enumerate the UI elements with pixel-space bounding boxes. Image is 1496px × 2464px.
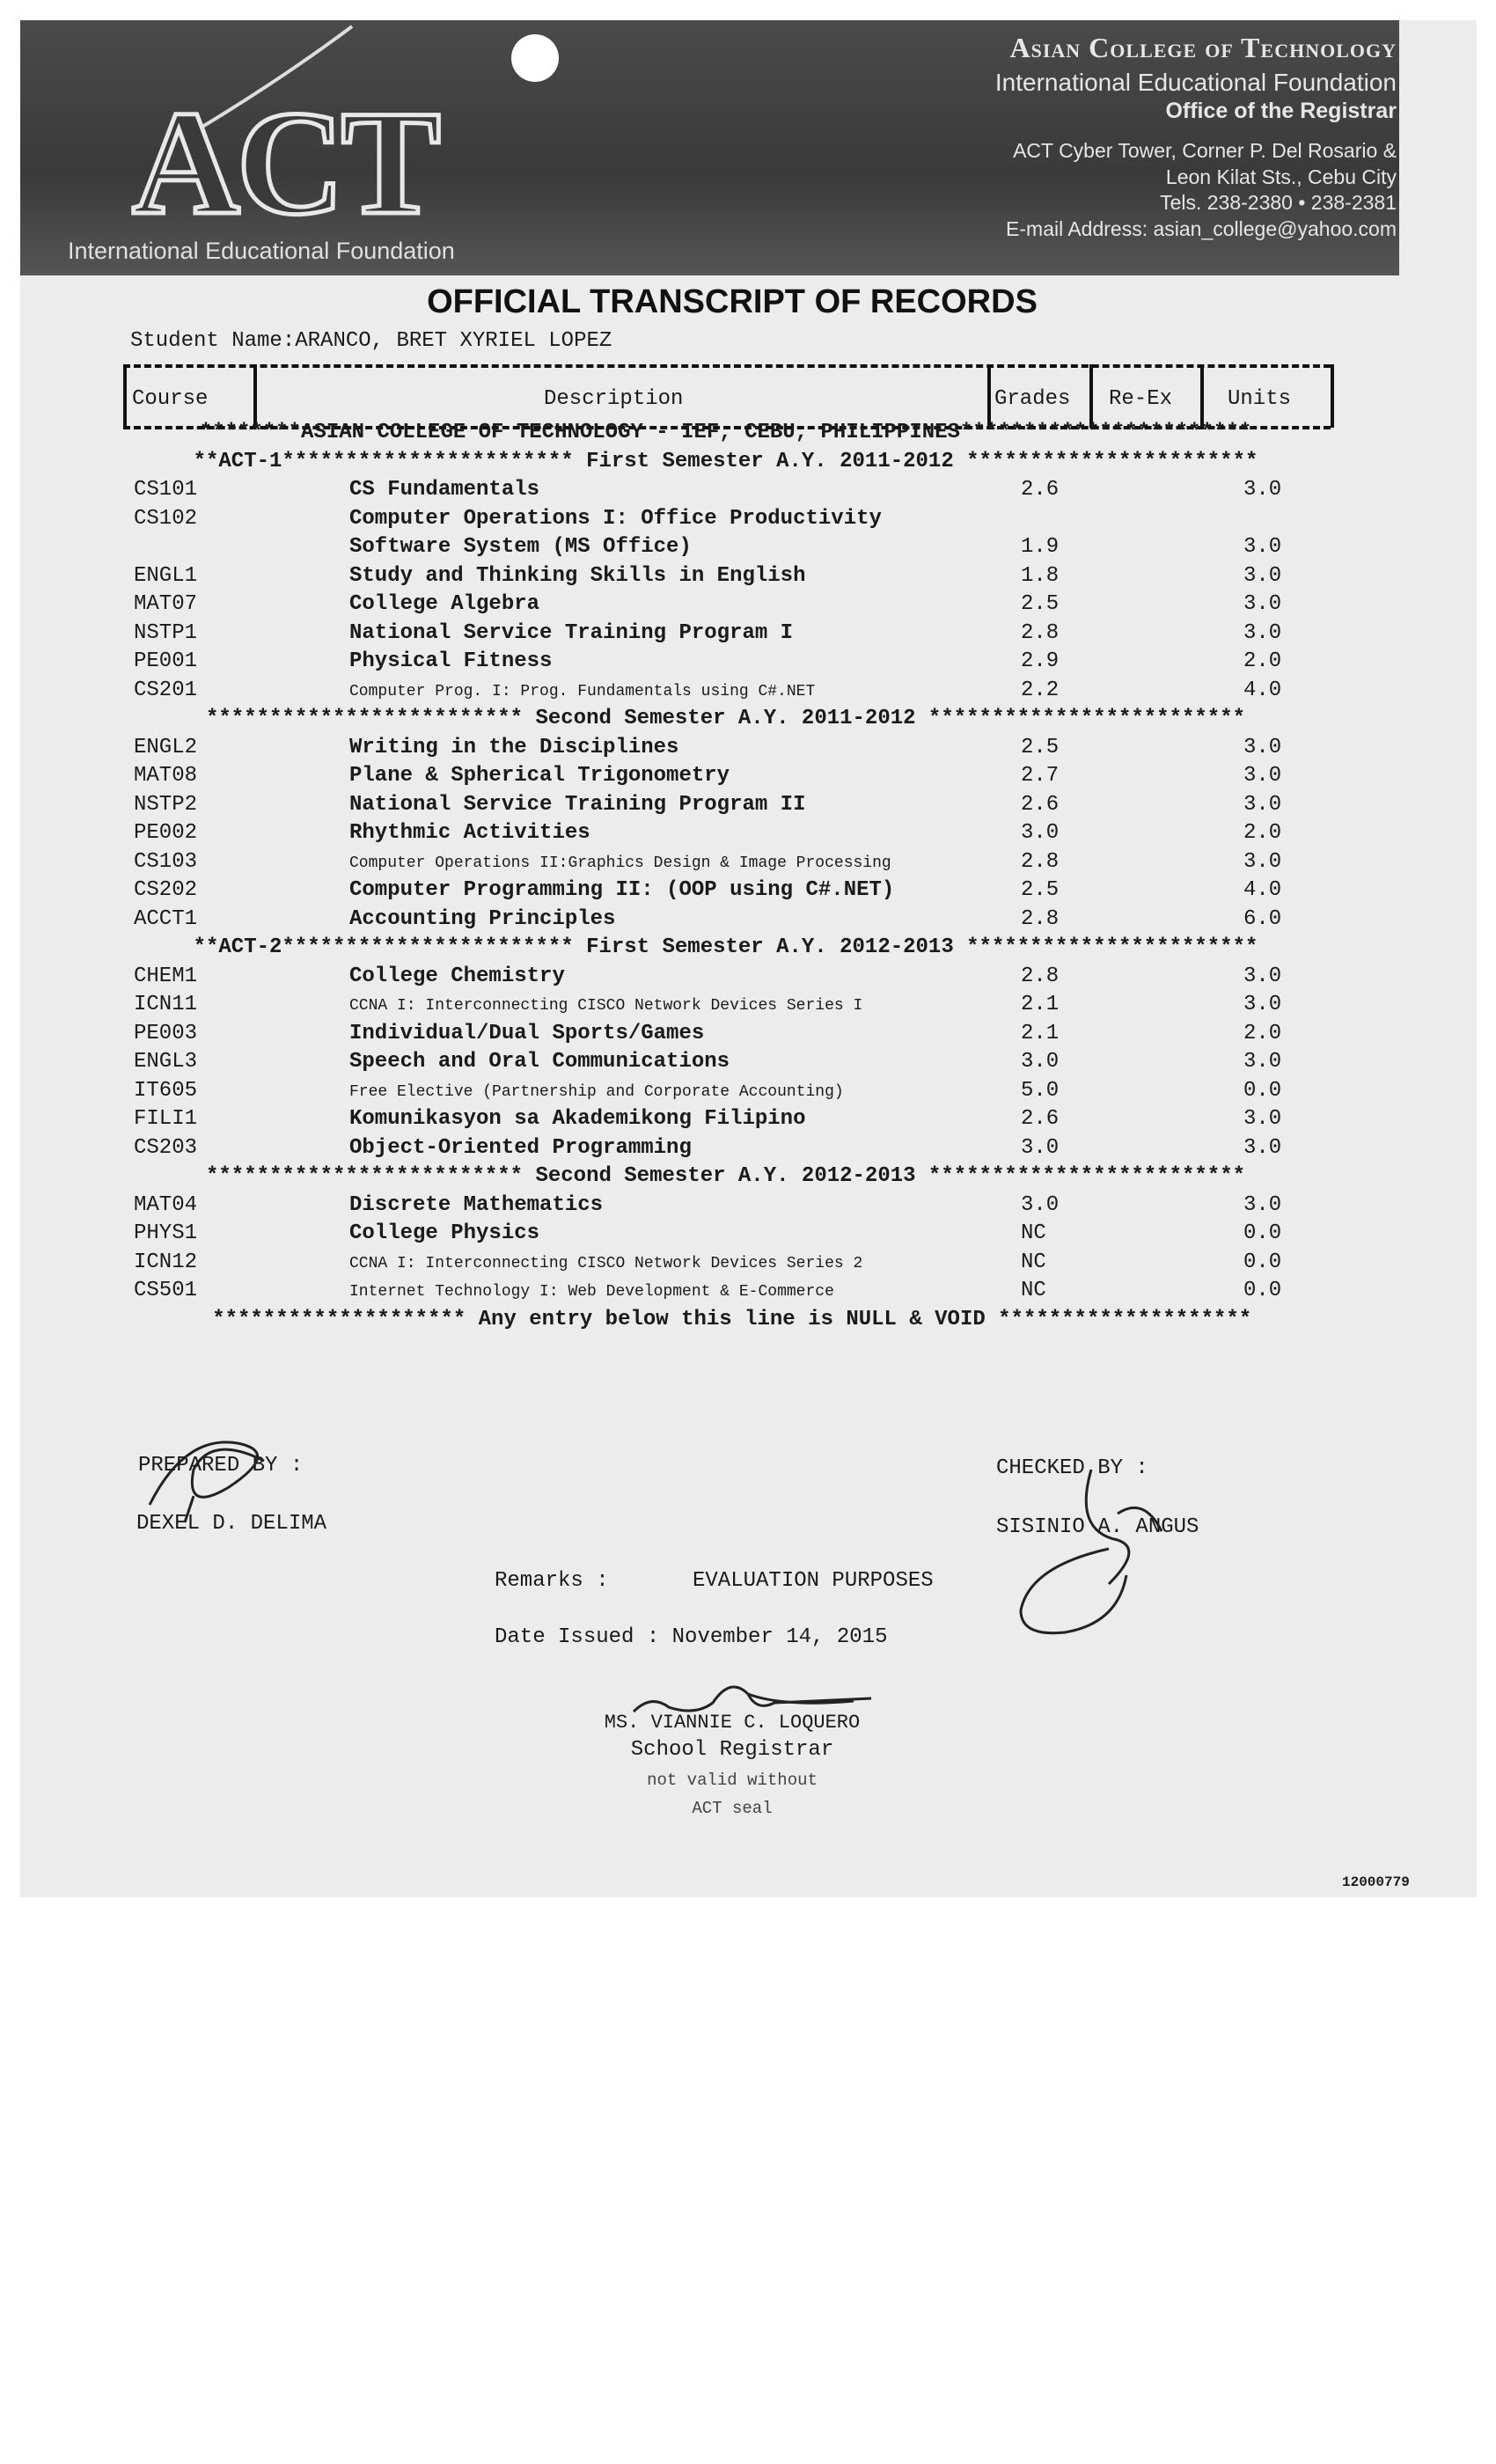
section-banner — [0, 935, 1496, 964]
units: 3.0 — [1243, 1192, 1282, 1217]
date-issued: Date Issued : November 14, 2015 — [495, 1625, 888, 1649]
table-row — [0, 1136, 1496, 1165]
grade: 2.8 — [1021, 849, 1060, 874]
course-code: FILI1 — [134, 1107, 198, 1131]
office-name: Office of the Registrar — [1165, 99, 1397, 123]
course-description-continued: Software System (MS Office) — [349, 535, 692, 559]
email-address: E-mail Address: asian_college@yahoo.com — [1006, 217, 1397, 240]
units: 4.0 — [1243, 678, 1282, 702]
course-code: ACCT1 — [134, 906, 198, 931]
table-row — [0, 878, 1496, 907]
table-row — [0, 1250, 1496, 1280]
banner-text: ************************* Second Semester A.Y. 2012-2013 ************************* — [206, 1164, 1245, 1188]
course-code: PE001 — [134, 649, 198, 673]
banner-text: **ACT-2*********************** First Semester A.Y. 2012-2013 *********************** — [193, 935, 1258, 959]
grade: 2.9 — [1021, 649, 1060, 673]
units: 4.0 — [1243, 878, 1282, 902]
grade: 1.8 — [1021, 563, 1060, 588]
grade: 2.6 — [1021, 1107, 1060, 1131]
banner-text: ********ASIAN COLLEGE OF TECHNOLOGY - IEF, CEBU, PHILIPPINES*********************** — [199, 421, 1252, 444]
table-row — [0, 1079, 1496, 1108]
units: 3.0 — [1243, 964, 1282, 988]
table-row — [0, 1279, 1496, 1308]
grade: 2.8 — [1021, 906, 1060, 931]
grade: 2.8 — [1021, 620, 1060, 645]
table-row — [0, 649, 1496, 678]
banner-text: ******************** Any entry below this line is NULL & VOID ******************** — [199, 1307, 1252, 1331]
units: 3.0 — [1243, 1107, 1282, 1131]
prepared-by-label: PREPARED BY : — [138, 1454, 304, 1478]
foundation-name: International Educational Foundation — [994, 69, 1397, 96]
column-grades: Grades — [994, 387, 1071, 411]
grade: 3.0 — [1021, 1135, 1060, 1160]
units: 3.0 — [1243, 563, 1282, 588]
table-row — [0, 1193, 1496, 1222]
punch-hole — [511, 34, 559, 82]
table-row — [0, 564, 1496, 593]
banner-text: **ACT-1*********************** First Semester A.Y. 2011-2012 *********************** — [193, 449, 1258, 473]
prepared-signature — [132, 1417, 308, 1531]
logo-subtitle: International Educational Foundation — [68, 238, 455, 264]
units: 3.0 — [1243, 592, 1282, 616]
grade: 2.8 — [1021, 964, 1060, 988]
registrar-name: MS. VIANNIE C. LOQUERO — [604, 1712, 861, 1734]
course-code: CS202 — [134, 878, 198, 902]
column-divider — [987, 364, 991, 428]
units: 6.0 — [1243, 906, 1282, 931]
course-description: Accounting Principles — [349, 906, 616, 931]
grade: 2.2 — [1021, 678, 1060, 702]
remarks-label: Remarks : — [495, 1569, 609, 1593]
course-description: CCNA I: Interconnecting CISCO Network Devices Series 2 — [349, 1254, 863, 1272]
table-row — [0, 1050, 1496, 1079]
units: 3.0 — [1243, 735, 1282, 759]
table-row-continuation — [0, 535, 1496, 564]
institution-name: Asian College of Technology — [1009, 32, 1397, 63]
grade: 2.6 — [1021, 792, 1060, 817]
course-description: Physical Fitness — [349, 649, 553, 673]
section-banner — [0, 1308, 1496, 1337]
course-description: CCNA I: Interconnecting CISCO Network Devices Series I — [349, 997, 863, 1015]
units: 0.0 — [1243, 1279, 1282, 1302]
units: 3.0 — [1243, 849, 1282, 874]
course-description: Free Elective (Partnership and Corporate Accounting) — [349, 1082, 844, 1101]
table-row — [0, 678, 1496, 708]
table-row — [0, 592, 1496, 621]
grade: 1.9 — [1021, 535, 1060, 559]
grade: NC — [1021, 1279, 1046, 1302]
column-divider — [1089, 364, 1093, 428]
course-description: Study and Thinking Skills in English — [349, 563, 806, 588]
remarks-value: EVALUATION PURPOSES — [693, 1569, 934, 1593]
units: 0.0 — [1243, 1078, 1282, 1103]
units: 3.0 — [1243, 620, 1282, 645]
course-description: National Service Training Program II — [349, 792, 806, 817]
table-row — [0, 621, 1496, 650]
banner-text: ************************* Second Semester A.Y. 2011-2012 ************************* — [206, 707, 1245, 730]
course-code: MAT08 — [134, 764, 198, 788]
column-divider — [253, 364, 257, 428]
table-row — [0, 764, 1496, 793]
column-divider — [1331, 364, 1334, 428]
units: 0.0 — [1243, 1250, 1282, 1274]
course-code: CHEM1 — [134, 964, 198, 988]
grade: 2.7 — [1021, 764, 1060, 788]
grades-table — [0, 421, 1496, 1336]
table-row — [0, 1107, 1496, 1136]
grade: 2.1 — [1021, 1021, 1060, 1045]
course-description: Computer Operations II:Graphics Design & Image Processing — [349, 854, 891, 872]
course-description: Internet Technology I: Web Development & E-Commerce — [349, 1283, 834, 1301]
registrar-title: School Registrar — [630, 1738, 834, 1762]
course-description: Plane & Spherical Trigonometry — [349, 764, 730, 788]
table-row — [0, 507, 1496, 536]
units: 3.0 — [1243, 792, 1282, 817]
units: 3.0 — [1243, 1135, 1282, 1160]
grade: 2.6 — [1021, 478, 1060, 502]
table-row — [0, 1221, 1496, 1250]
units: 0.0 — [1243, 1221, 1282, 1245]
seal-note-line-1: not valid without — [647, 1771, 818, 1790]
course-description: College Physics — [349, 1221, 540, 1245]
table-row — [0, 821, 1496, 850]
course-description: Rhythmic Activities — [349, 821, 590, 845]
grade: 2.1 — [1021, 993, 1060, 1016]
checked-by-label: CHECKED BY : — [996, 1456, 1148, 1480]
course-code: IT605 — [134, 1078, 198, 1103]
course-description: Discrete Mathematics — [349, 1192, 604, 1217]
units: 3.0 — [1243, 764, 1282, 788]
course-description: Individual/Dual Sports/Games — [349, 1021, 705, 1045]
course-code: CS501 — [134, 1279, 198, 1302]
table-row — [0, 993, 1496, 1022]
table-row — [0, 964, 1496, 994]
table-row — [0, 793, 1496, 822]
course-code: ENGL1 — [134, 563, 198, 588]
phone-numbers: Tels. 238-2380 • 238-2381 — [1160, 191, 1397, 214]
checked-by-name: SISINIO A. ANGUS — [996, 1515, 1199, 1539]
column-divider — [1200, 364, 1204, 428]
units: 2.0 — [1243, 649, 1282, 673]
section-banner — [0, 707, 1496, 736]
course-description: Computer Operations I: Office Productivity — [349, 506, 882, 531]
units: 2.0 — [1243, 1021, 1282, 1045]
table-row — [0, 478, 1496, 507]
course-code: MAT07 — [134, 592, 198, 616]
serial-number: 12000779 — [1342, 1874, 1410, 1890]
course-description: National Service Training Program I — [349, 620, 794, 645]
grade: 3.0 — [1021, 1192, 1060, 1217]
table-row — [0, 736, 1496, 765]
course-code: PE003 — [134, 1021, 198, 1045]
course-code: CS101 — [134, 478, 198, 502]
grade: 5.0 — [1021, 1078, 1060, 1103]
section-banner — [0, 421, 1496, 450]
table-row — [0, 907, 1496, 936]
course-code: CS103 — [134, 849, 198, 874]
units: 3.0 — [1243, 478, 1282, 502]
course-description: College Algebra — [349, 592, 540, 616]
seal-note-line-2: ACT seal — [692, 1799, 773, 1818]
course-description: Object-Oriented Programming — [349, 1135, 692, 1160]
grade: 2.5 — [1021, 592, 1060, 616]
course-description: Computer Programming II: (OOP using C#.NET) — [349, 878, 895, 902]
course-description: College Chemistry — [349, 964, 565, 988]
column-divider — [123, 364, 127, 428]
course-code: PE002 — [134, 821, 198, 845]
section-banner — [0, 1164, 1496, 1193]
course-code: NSTP2 — [134, 792, 198, 817]
grade: 2.5 — [1021, 878, 1060, 902]
checked-signature — [1012, 1461, 1188, 1646]
course-code: MAT04 — [134, 1192, 198, 1217]
course-code: CS203 — [134, 1135, 198, 1160]
prepared-by-name: DEXEL D. DELIMA — [136, 1512, 327, 1536]
course-description: Writing in the Disciplines — [349, 735, 679, 759]
table-row — [0, 1022, 1496, 1051]
course-code: ICN11 — [134, 993, 198, 1016]
course-code: NSTP1 — [134, 620, 198, 645]
course-code: ENGL2 — [134, 735, 198, 759]
column-reex: Re-Ex — [1109, 387, 1173, 411]
table-row — [0, 850, 1496, 879]
column-units: Units — [1228, 387, 1292, 411]
grade: NC — [1021, 1221, 1046, 1245]
course-code: CS201 — [134, 678, 198, 702]
document-title: OFFICIAL TRANSCRIPT OF RECORDS — [427, 283, 1038, 320]
column-description: Description — [544, 387, 684, 411]
column-course: Course — [132, 387, 209, 411]
course-code: PHYS1 — [134, 1221, 198, 1245]
address-line-2: Leon Kilat Sts., Cebu City — [1165, 165, 1397, 188]
grade: 3.0 — [1021, 821, 1060, 845]
course-description: Speech and Oral Communications — [349, 1050, 730, 1074]
course-code: CS102 — [134, 506, 198, 531]
units: 2.0 — [1243, 821, 1282, 845]
course-description: CS Fundamentals — [349, 478, 540, 502]
units: 3.0 — [1243, 993, 1282, 1016]
student-name: Student Name:ARANCO, BRET XYRIEL LOPEZ — [130, 329, 612, 353]
course-code: ICN12 — [134, 1250, 198, 1274]
units: 3.0 — [1243, 535, 1282, 559]
course-code: ENGL3 — [134, 1050, 198, 1074]
units: 3.0 — [1243, 1050, 1282, 1074]
grade: NC — [1021, 1250, 1046, 1274]
course-description: Komunikasyon sa Akademikong Filipino — [349, 1107, 806, 1131]
act-logo: ACT — [132, 80, 437, 246]
course-description: Computer Prog. I: Prog. Fundamentals using C#.NET — [349, 682, 816, 700]
grade: 2.5 — [1021, 735, 1060, 759]
section-banner — [0, 450, 1496, 479]
grade: 3.0 — [1021, 1050, 1060, 1074]
address-line-1: ACT Cyber Tower, Corner P. Del Rosario & — [1013, 139, 1397, 162]
